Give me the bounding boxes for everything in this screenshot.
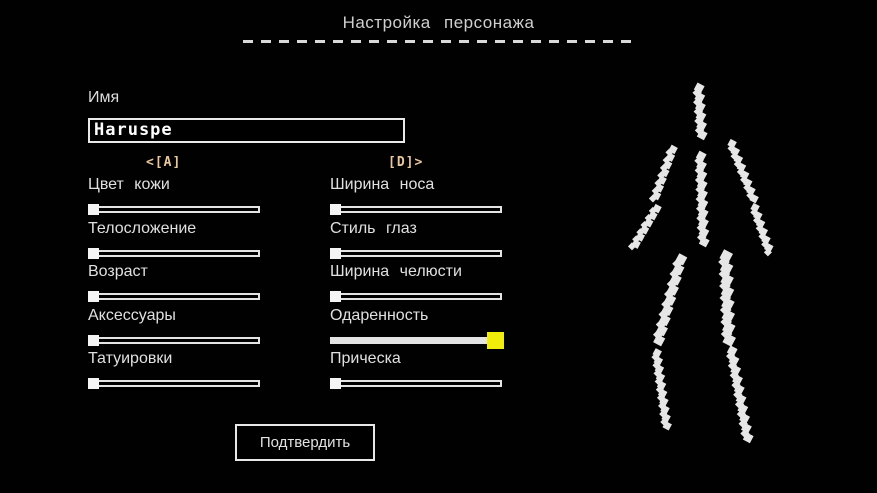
slider-label: Цвет кожи xyxy=(88,176,170,193)
name-value: Haruspe xyxy=(94,120,173,140)
slider-handle[interactable] xyxy=(330,291,341,302)
name-input[interactable] xyxy=(88,118,405,143)
slider-label: Одаренность xyxy=(330,306,429,324)
figure-segment-upper-arm-right xyxy=(727,139,758,203)
slider-column-left xyxy=(88,176,260,401)
slider-row-right-3 xyxy=(330,307,502,350)
slider-row-right-2 xyxy=(330,263,502,306)
slider-track[interactable] xyxy=(88,293,260,300)
figure-segment-forearm-right xyxy=(750,203,773,256)
figure-segment-head-neck xyxy=(692,82,707,140)
slider-track[interactable] xyxy=(330,337,502,344)
slider-track[interactable] xyxy=(88,206,260,213)
slider-handle[interactable] xyxy=(330,378,341,389)
slider-label: Ширина челюсти xyxy=(330,263,462,280)
name-label: Имя xyxy=(88,89,120,106)
slider-column-right xyxy=(330,176,502,401)
figure-segment-forearm-left xyxy=(628,204,662,250)
figure-segment-upper-arm-left xyxy=(649,145,678,203)
slider-handle[interactable] xyxy=(330,204,341,215)
figure-segment-shin-right xyxy=(726,345,754,443)
slider-label: Телосложение xyxy=(88,219,197,237)
confirm-button[interactable]: Подтвердить xyxy=(235,424,375,461)
slider-row-right-1 xyxy=(330,220,502,263)
slider-label: Ширина носа xyxy=(330,176,435,193)
slider-handle[interactable] xyxy=(88,378,99,389)
slider-track[interactable] xyxy=(330,380,502,387)
slider-handle[interactable] xyxy=(88,335,99,346)
slider-handle[interactable] xyxy=(88,204,99,215)
slider-fill xyxy=(332,339,500,342)
slider-row-left-2 xyxy=(88,263,260,306)
slider-label: Аксессуары xyxy=(88,306,176,324)
slider-track[interactable] xyxy=(88,380,260,387)
slider-row-right-4 xyxy=(330,350,502,393)
slider-handle[interactable] xyxy=(88,248,99,259)
figure-segment-shin-left xyxy=(651,348,672,430)
slider-track[interactable] xyxy=(88,337,260,344)
slider-row-left-1 xyxy=(88,220,260,263)
slider-row-left-4 xyxy=(88,350,260,393)
slider-track[interactable] xyxy=(330,250,502,257)
slider-track[interactable] xyxy=(330,206,502,213)
prev-key-hint: <[A] xyxy=(146,155,182,170)
slider-handle[interactable] xyxy=(330,248,341,259)
slider-track[interactable] xyxy=(88,250,260,257)
next-key-hint: [D]> xyxy=(388,155,424,170)
slider-label: Возраст xyxy=(88,263,148,280)
slider-row-right-0 xyxy=(330,176,502,219)
slider-row-left-3 xyxy=(88,307,260,350)
figure-segment-thigh-right xyxy=(718,249,736,347)
slider-label: Стиль глаз xyxy=(330,219,417,237)
slider-handle[interactable] xyxy=(88,291,99,302)
slider-handle[interactable] xyxy=(487,332,504,349)
figure-segment-spine xyxy=(694,151,709,248)
slider-row-left-0 xyxy=(88,176,260,219)
page-title: Настройка персонажа xyxy=(342,13,535,32)
figure-segment-thigh-left xyxy=(653,253,687,346)
slider-label: Татуировки xyxy=(88,350,173,367)
slider-track[interactable] xyxy=(330,293,502,300)
title-divider xyxy=(243,40,631,43)
slider-label: Прическа xyxy=(330,350,401,367)
